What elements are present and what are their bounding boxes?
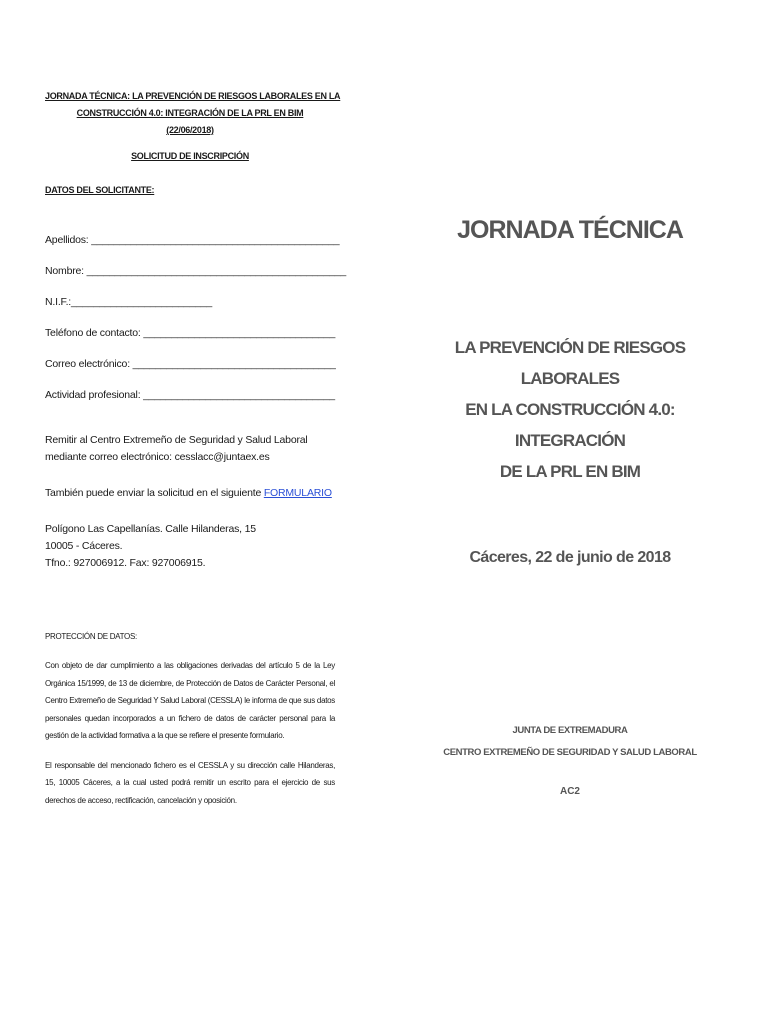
address-phone: Tfno.: 927006912. Fax: 927006915. <box>45 557 206 569</box>
registration-form-column <box>45 88 347 809</box>
formulario-link[interactable]: FORMULARIO <box>263 487 332 499</box>
event-header <box>45 88 341 139</box>
online-form-notice <box>45 487 335 499</box>
form-title: SOLICITUD DE INSCRIPCIÓN <box>131 151 249 161</box>
cover-subtitle-line-3: DE LA PRL EN BIM <box>499 462 641 481</box>
field-apellidos[interactable]: Apellidos: ____________________________________________ <box>45 234 340 246</box>
field-nif[interactable]: N.I.F.:_________________________ <box>45 296 213 308</box>
field-correo[interactable]: Correo electrónico: ____________________________________ <box>45 358 336 370</box>
online-form-text: También puede enviar la solicitud en el siguiente <box>45 487 264 499</box>
cover-organization <box>420 720 720 764</box>
cover-subtitle-line-2: EN LA CONSTRUCCIÓN 4.0: INTEGRACIÓN <box>465 400 675 450</box>
org-line-1: JUNTA DE EXTREMADURA <box>512 725 628 736</box>
field-actividad[interactable]: Actividad profesional: __________________________________ <box>45 389 335 401</box>
event-header-date: (22/06/2018) <box>166 125 214 135</box>
cover-code: AC2 <box>559 786 580 797</box>
cover-title: JORNADA TÉCNICA <box>457 216 683 244</box>
event-header-line-1: JORNADA TÉCNICA: LA PREVENCIÓN DE RIESGOS LABORALES EN LA <box>45 91 341 101</box>
data-protection-title: PROTECCIÓN DE DATOS: <box>45 632 137 641</box>
submission-instructions: Remitir al Centro Extremeño de Seguridad y Salud Laboral mediante correo electrónico: cesslacc@juntaex.es <box>45 434 308 463</box>
address-city: 10005 - Cáceres. <box>45 540 123 552</box>
applicant-fields <box>45 225 347 411</box>
event-header-line-2: CONSTRUCCIÓN 4.0: INTEGRACIÓN DE LA PRL EN BIM <box>76 108 304 118</box>
data-protection-paragraph-1: Con objeto de dar cumplimiento a las obligaciones derivadas del artículo 5 de la Ley Orgánica 15/1999, de 13 de diciembre, de Protección de Datos de Carácter Personal, el Centro Extremeño de Seguridad Y Salud Laboral (CESSLA) le informa de que sus datos personales quedan incorporados a un fichero de datos de carácter personal para la gestión de la actividad formativa a la que se refiere el presente formulario. <box>45 661 335 740</box>
contact-address <box>45 521 335 572</box>
applicant-section-title: DATOS DEL SOLICITANTE: <box>45 185 155 195</box>
cover-subtitle <box>420 332 720 487</box>
cover-date: Cáceres, 22 de junio de 2018 <box>469 549 671 566</box>
field-nombre[interactable]: Nombre: ______________________________________________ <box>45 265 347 277</box>
address-street: Polígono Las Capellanías. Calle Hilanderas, 15 <box>45 523 256 535</box>
field-telefono[interactable]: Teléfono de contacto: __________________________________ <box>45 327 336 339</box>
cover-subtitle-line-1: LA PREVENCIÓN DE RIESGOS LABORALES <box>454 338 686 388</box>
org-line-2: CENTRO EXTREMEÑO DE SEGURIDAD Y SALUD LABORAL <box>443 747 697 758</box>
data-protection-paragraph-2: El responsable del mencionado fichero es el CESSLA y su dirección calle Hilanderas, 15, 10005 Cáceres, a la cual usted podrá remitir un escrito para el ejercicio de sus derechos de acceso, rectificación, cancelación y oposición. <box>45 760 335 805</box>
